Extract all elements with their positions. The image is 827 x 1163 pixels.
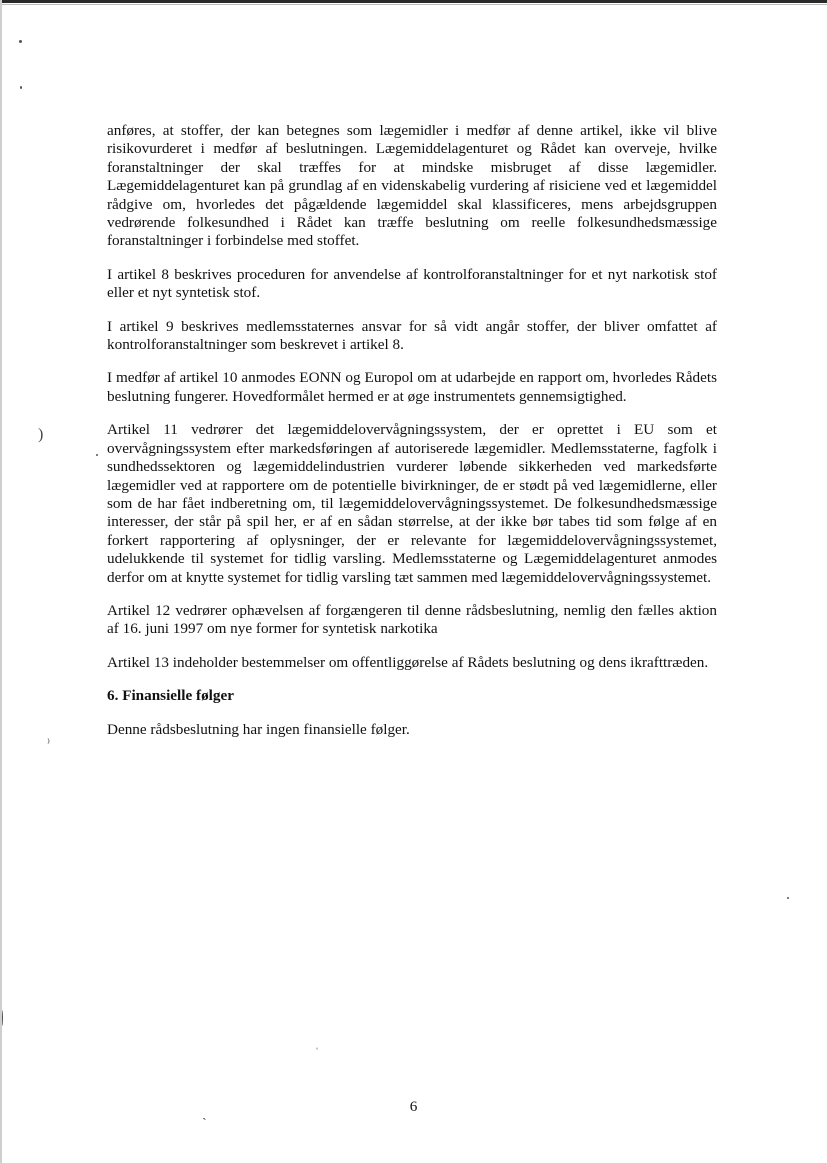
scan-speck: [96, 454, 98, 456]
paragraph-article-10: I medfør af artikel 10 anmodes EONN og Europol om at udarbejde en rapport om, hvorledes Rådets beslutning fungerer. Hovedformålet hermed er at øge instrumentets gennemsigtighed.: [107, 369, 717, 405]
paragraph-article-13: Artikel 13 indeholder bestemmelser om offentliggørelse af Rådets beslutning og dens ikrafttræden.: [107, 653, 709, 671]
paragraph-article-9: I artikel 9 beskrives medlemsstaternes ansvar for så vidt angår stoffer, der bliver omfattet af kontrolforanstaltninger som beskrevet i artikel 8.: [107, 317, 717, 354]
paragraph-article-8: I artikel 8 beskrives proceduren for anvendelse af kontrolforanstaltninger for et nyt narkotisk stof eller et nyt syntetisk stof.: [107, 265, 717, 302]
paragraph-article-7-continued: anføres, at stoffer, der kan betegnes som lægemidler i medfør af denne artikel, ikke vil blive risikovurderet i medfør af beslutningen. Lægemiddelagenturet og Rådet kan overveje, hvilke foranstaltninger der skal træffes for at mindske misbruget af disse lægemidler. Lægemiddelagenturet kan på grundlag af en videnskabelig vurdering af risiciene ved et lægemiddel rådgive om, hvorledes det pågældende lægemiddel skal klassificeres, mens arbejdsgruppen vedrørende folkesundhed i Rådet kan træffe beslutning om reelle folkesundhedsmæssige foranstaltninger i forbindelse med stoffet.: [107, 122, 717, 250]
scan-mark-tick: ⁾: [47, 736, 50, 750]
scan-mark-paren: ): [38, 426, 44, 443]
section-text: Denne rådsbeslutning har ingen finansielle følger.: [107, 720, 410, 738]
scan-mark-tick: ˏ: [202, 1106, 207, 1121]
paragraph-article-12: Artikel 12 vedrører ophævelsen af forgængeren til denne rådsbeslutning, nemlig den fælles aktion af 16. juni 1997 om nye former for syntetisk narkotika: [107, 601, 717, 638]
scan-speck: [19, 40, 22, 43]
scan-speck: [2, 1010, 3, 1026]
scan-speck: [20, 86, 22, 89]
scan-mark-tick: ˌ: [315, 1036, 319, 1050]
document-body: [107, 122, 717, 754]
page-number: 6: [409, 1098, 418, 1115]
top-border-rule: [0, 0, 827, 3]
scan-speck: [787, 897, 789, 899]
section-heading: 6. Finansielle følger: [107, 687, 234, 705]
scan-left-edge: [0, 0, 2, 1163]
paragraph-article-11: Artikel 11 vedrører det lægemiddelovervågningssystem, der er oprettet i EU som et overvågningssystem efter markedsføringen af autoriserede lægemidler. Medlemsstaterne, fagfolk i sundhedssektoren og lægemiddelindustrien vurderer løbende sikkerheden ved markedsførte lægemidler ved at rapportere om de potentielle bivirkninger, de er stødt på ved lægemidlerne, eller som de har fået indberetning om, til lægemiddelovervågningssystemet. De folkesundhedsmæssige interesser, der står på spil her, er af en sådan størrelse, at der ikke bør tabes tid som følge af en forkert rapportering af oplysninger, der er relevante for lægemiddelovervågningssystemet, udelukkende til systemet for tidlig varsling. Medlemsstaterne og Lægemiddelagenturet anmodes derfor om at knytte systemet for tidlig varsling tæt sammen med lægemiddelovervågningssystemet.: [107, 421, 717, 586]
top-border-thin-rule: [0, 4, 827, 5]
